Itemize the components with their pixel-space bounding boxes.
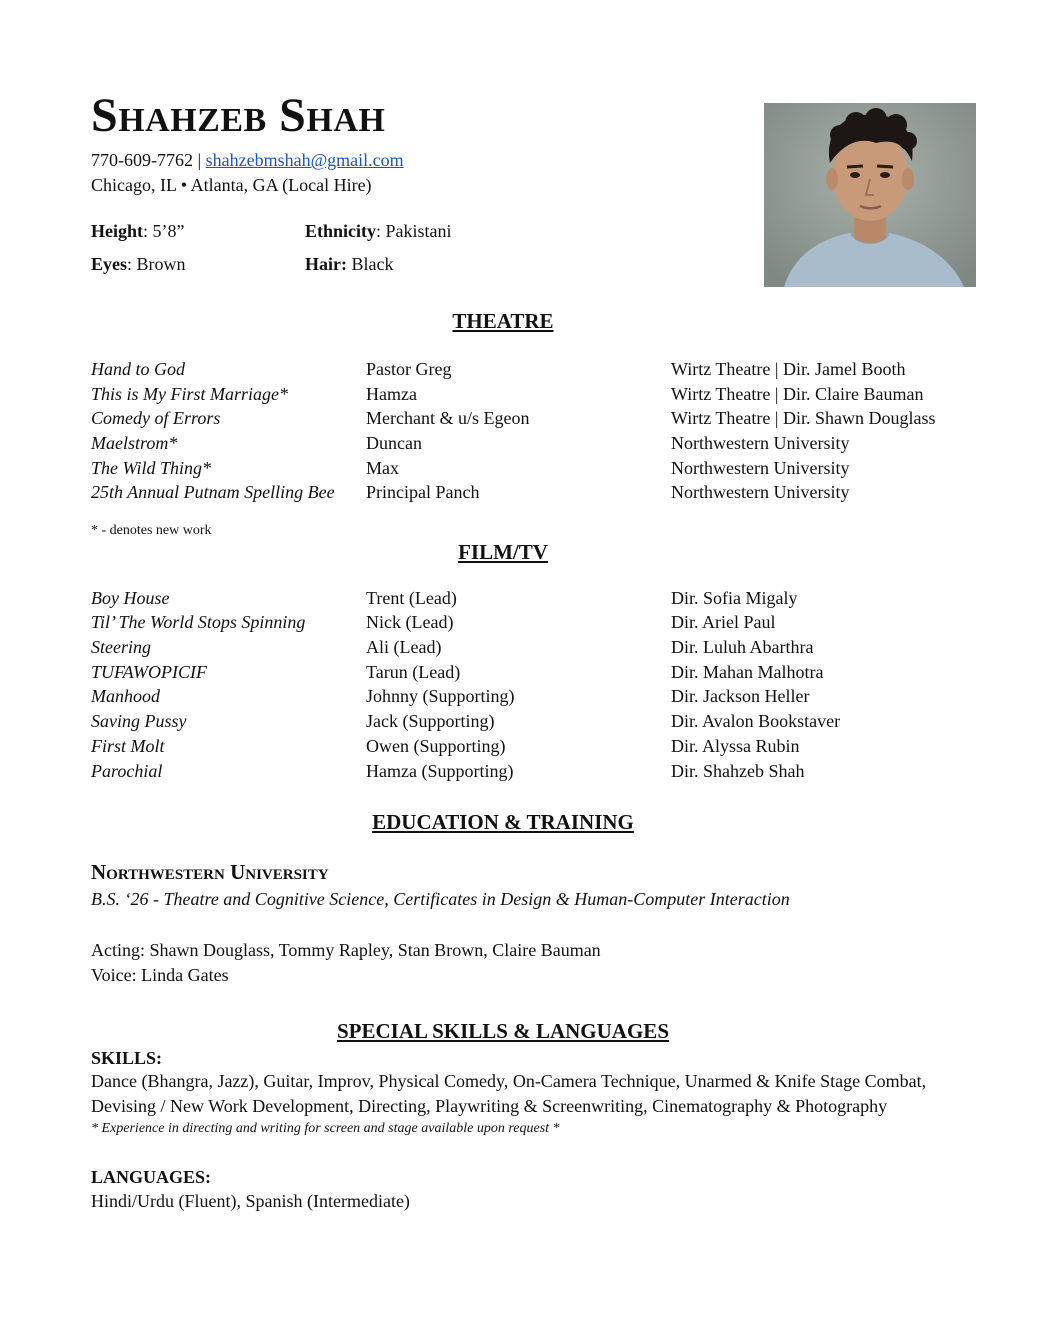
ethnicity-value: : Pakistani (376, 221, 452, 241)
degree-text: B.S. ‘26 - Theatre and Cognitive Science, Certificates in Design & Human-Computer Interaction (91, 889, 790, 909)
credit-role: Tarun (Lead) (366, 662, 461, 682)
credit-director: Dir. Avalon Bookstaver (671, 711, 841, 731)
credit-row (91, 610, 991, 635)
credit-role: Pastor Greg (366, 359, 452, 379)
phone-number: 770-609-7762 (91, 150, 193, 170)
height-attribute (91, 219, 184, 243)
credit-title: Parochial (91, 761, 163, 781)
resume-name: Shahzeb Shah (91, 89, 386, 142)
credit-row (91, 635, 991, 660)
skills-heading: SPECIAL SKILLS & LANGUAGES (336, 1019, 669, 1043)
credit-title: Comedy of Errors (91, 408, 221, 428)
credit-title: First Molt (91, 736, 165, 756)
credit-role: Principal Panch (366, 482, 480, 502)
credit-row (91, 406, 991, 431)
credit-role: Nick (Lead) (366, 612, 454, 632)
credit-row (91, 586, 991, 611)
credit-title: Saving Pussy (91, 711, 187, 731)
credit-title: 25th Annual Putnam Spelling Bee (91, 482, 335, 502)
hair-label: Hair: (305, 254, 347, 274)
skills-list: Dance (Bhangra, Jazz), Guitar, Improv, Physical Comedy, On-Camera Technique, Unarmed & Knife Stage Combat, Devising / New Work Development, Directing, Playwriting & Screenwriting, Cinematography & Photography (91, 1071, 927, 1116)
credit-title: Boy House (91, 588, 170, 608)
voice-training: Voice: Linda Gates (91, 965, 229, 985)
acting-training: Acting: Shawn Douglass, Tommy Rapley, Stan Brown, Claire Bauman (91, 940, 601, 960)
credit-row (91, 734, 991, 759)
credit-title: Maelstrom* (91, 433, 178, 453)
eyes-value: : Brown (127, 254, 186, 274)
credit-venue: Wirtz Theatre | Dir. Jamel Booth (671, 359, 906, 379)
film-tv-heading: FILM/TV (458, 540, 548, 564)
credit-row (91, 660, 991, 685)
credit-director: Dir. Mahan Malhotra (671, 662, 824, 682)
credit-venue: Wirtz Theatre | Dir. Shawn Douglass (671, 408, 936, 428)
credit-row (91, 480, 991, 505)
education-heading: EDUCATION & TRAINING (372, 810, 634, 834)
credit-role: Hamza (Supporting) (366, 761, 514, 781)
location-text: Chicago, IL • Atlanta, GA (Local Hire) (91, 175, 372, 195)
credit-row (91, 456, 991, 481)
height-value: : 5’8” (143, 221, 185, 241)
credit-row (91, 357, 991, 382)
credit-role: Jack (Supporting) (366, 711, 495, 731)
credit-venue: Northwestern University (671, 482, 850, 502)
languages-label: LANGUAGES: (91, 1167, 212, 1187)
credit-director: Dir. Luluh Abarthra (671, 637, 814, 657)
skills-label: SKILLS: (91, 1048, 163, 1068)
hair-value: Black (347, 254, 394, 274)
skills-note: * Experience in directing and writing for screen and stage available upon request * (91, 1121, 560, 1136)
school-name: Northwestern University (91, 860, 329, 884)
credit-role: Johnny (Supporting) (366, 686, 515, 706)
credit-title: Hand to God (91, 359, 185, 379)
credit-director: Dir. Jackson Heller (671, 686, 810, 706)
credit-director: Dir. Ariel Paul (671, 612, 776, 632)
credit-title: Steering (91, 637, 151, 657)
new-work-note: * - denotes new work (91, 523, 212, 538)
credit-title: TUFAWOPICIF (91, 662, 207, 682)
credit-venue: Wirtz Theatre | Dir. Claire Bauman (671, 384, 924, 404)
languages-list: Hindi/Urdu (Fluent), Spanish (Intermediate) (91, 1191, 410, 1211)
credit-role: Hamza (366, 384, 417, 404)
credit-title: Manhood (91, 686, 160, 706)
credit-title: The Wild Thing* (91, 458, 212, 478)
credit-row (91, 709, 991, 734)
credit-row (91, 431, 991, 456)
email-link[interactable]: shahzebmshah@gmail.com (205, 150, 404, 170)
eyes-label: Eyes (91, 254, 127, 274)
eyes-attribute (91, 252, 186, 276)
credit-row (91, 759, 991, 784)
credit-role: Max (366, 458, 399, 478)
credit-role: Ali (Lead) (366, 637, 442, 657)
credit-title: Til’ The World Stops Spinning (91, 612, 306, 632)
credit-role: Duncan (366, 433, 422, 453)
credit-role: Owen (Supporting) (366, 736, 506, 756)
credit-role: Merchant & u/s Egeon (366, 408, 530, 428)
credit-director: Dir. Alyssa Rubin (671, 736, 800, 756)
credit-venue: Northwestern University (671, 433, 850, 453)
height-label: Height (91, 221, 143, 241)
credit-director: Dir. Shahzeb Shah (671, 761, 805, 781)
ethnicity-attribute (305, 219, 452, 243)
hair-attribute (305, 252, 394, 276)
credit-director: Dir. Sofia Migaly (671, 588, 798, 608)
contact-separator: | (193, 150, 206, 170)
headshot-illustration (764, 103, 976, 287)
contact-line (91, 148, 404, 172)
credit-row (91, 382, 991, 407)
theatre-heading: THEATRE (452, 309, 554, 333)
credit-title: This is My First Marriage* (91, 384, 289, 404)
ethnicity-label: Ethnicity (305, 221, 377, 241)
headshot-photo (764, 103, 976, 287)
credit-role: Trent (Lead) (366, 588, 457, 608)
credit-row (91, 684, 991, 709)
credit-venue: Northwestern University (671, 458, 850, 478)
